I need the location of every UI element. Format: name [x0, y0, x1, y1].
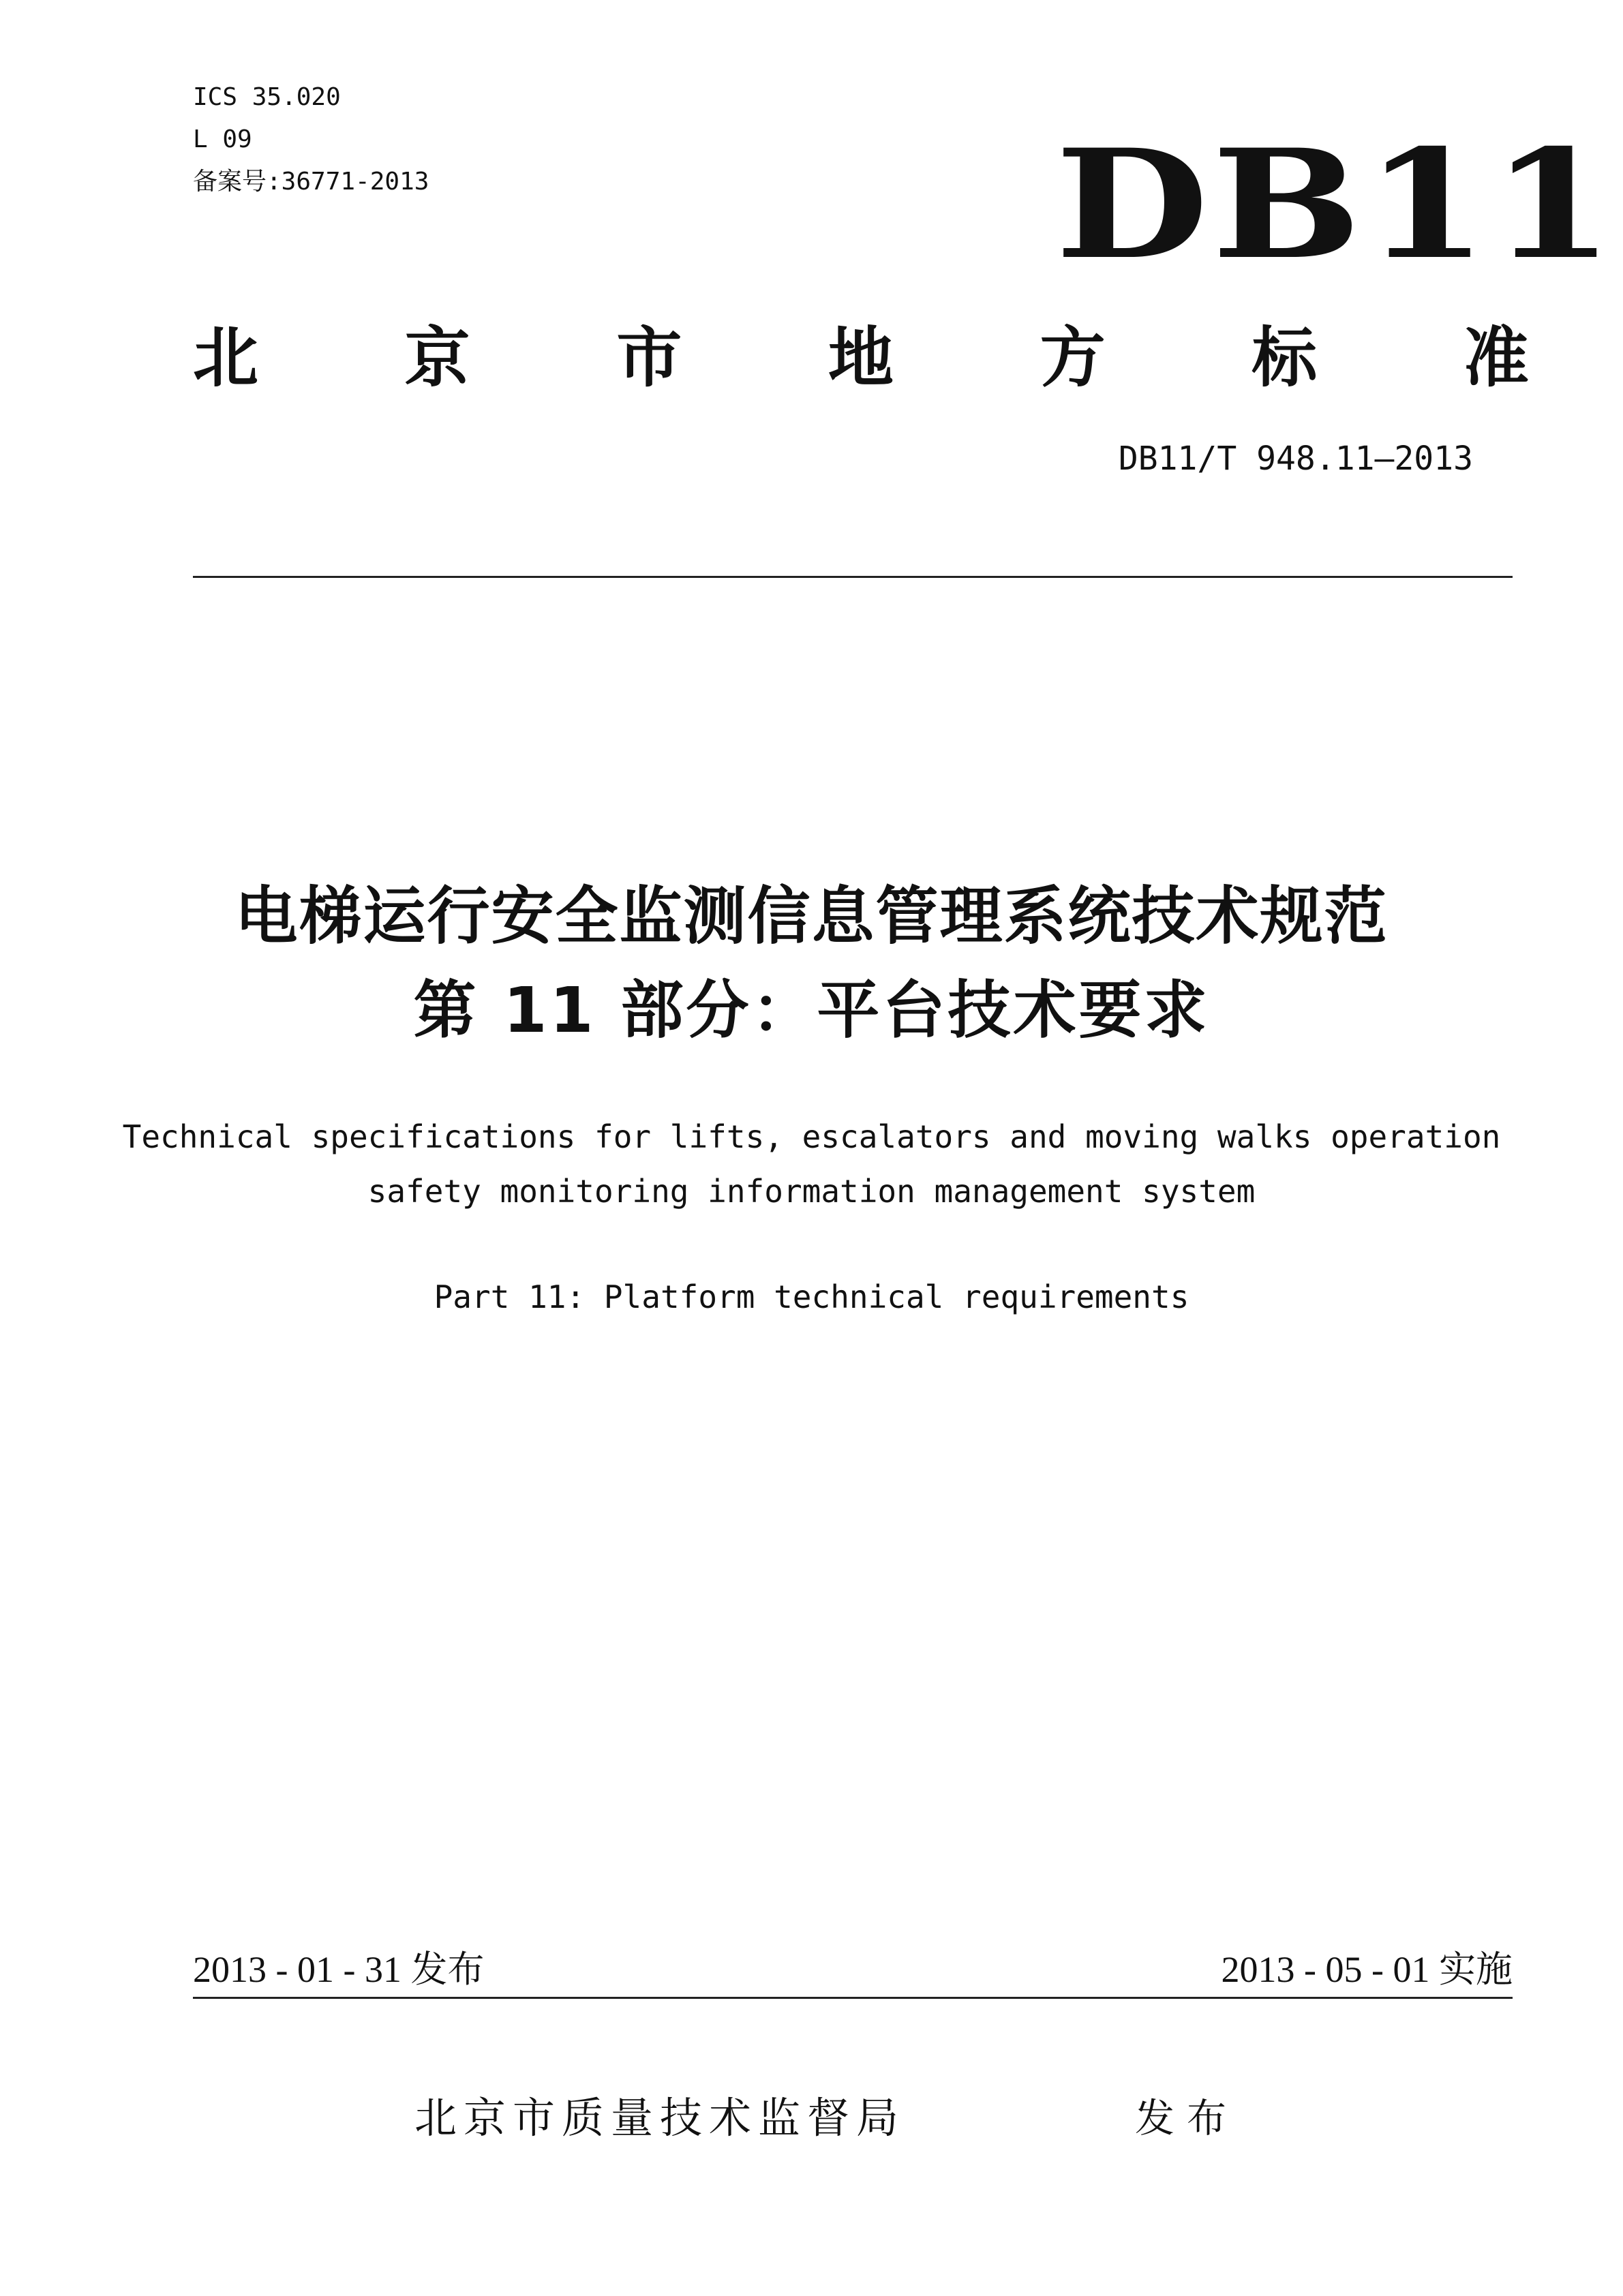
standard-type-char: 方: [1040, 320, 1106, 396]
issuing-authority: 北京市质量技术监督局: [414, 2093, 906, 2143]
standard-type-title: [193, 320, 1529, 395]
cn-title-line1: 电梯运行安全监测信息管理系统技术规范: [234, 880, 1389, 953]
en-title-line1: Technical specifications for lifts, escalators and moving walks operation: [122, 1118, 1501, 1155]
standard-type-char: 市: [616, 320, 682, 396]
filing-number: 备案号:36771-2013: [193, 168, 429, 196]
standard-type-char: 标: [1252, 320, 1318, 396]
header-divider: [193, 576, 1513, 578]
issue-date: 2013 - 01 - 31 发布: [193, 1949, 485, 1990]
ics-code: ICS 35.020: [193, 83, 341, 111]
ccs-code: L 09: [193, 125, 252, 153]
implementation-date: 2013 - 05 - 01 实施: [1221, 1949, 1513, 1990]
standard-type-char: 京: [404, 320, 470, 396]
standard-number: DB11/T 948.11—2013: [1118, 440, 1473, 478]
en-title-line2: safety monitoring information management system: [367, 1173, 1256, 1210]
standard-type-char: 地: [828, 320, 894, 396]
en-part-title: Part 11: Platform technical requirements: [434, 1279, 1189, 1315]
footer-divider: [193, 1997, 1513, 1999]
issue-label: 发布: [1135, 2095, 1239, 2141]
cn-title-line2: 第 11 部分：平台技术要求: [413, 974, 1210, 1047]
standard-type-char: 准: [1463, 320, 1529, 396]
standard-type-char: 北: [193, 320, 258, 396]
db11-logo: DB11: [1055, 116, 1618, 292]
